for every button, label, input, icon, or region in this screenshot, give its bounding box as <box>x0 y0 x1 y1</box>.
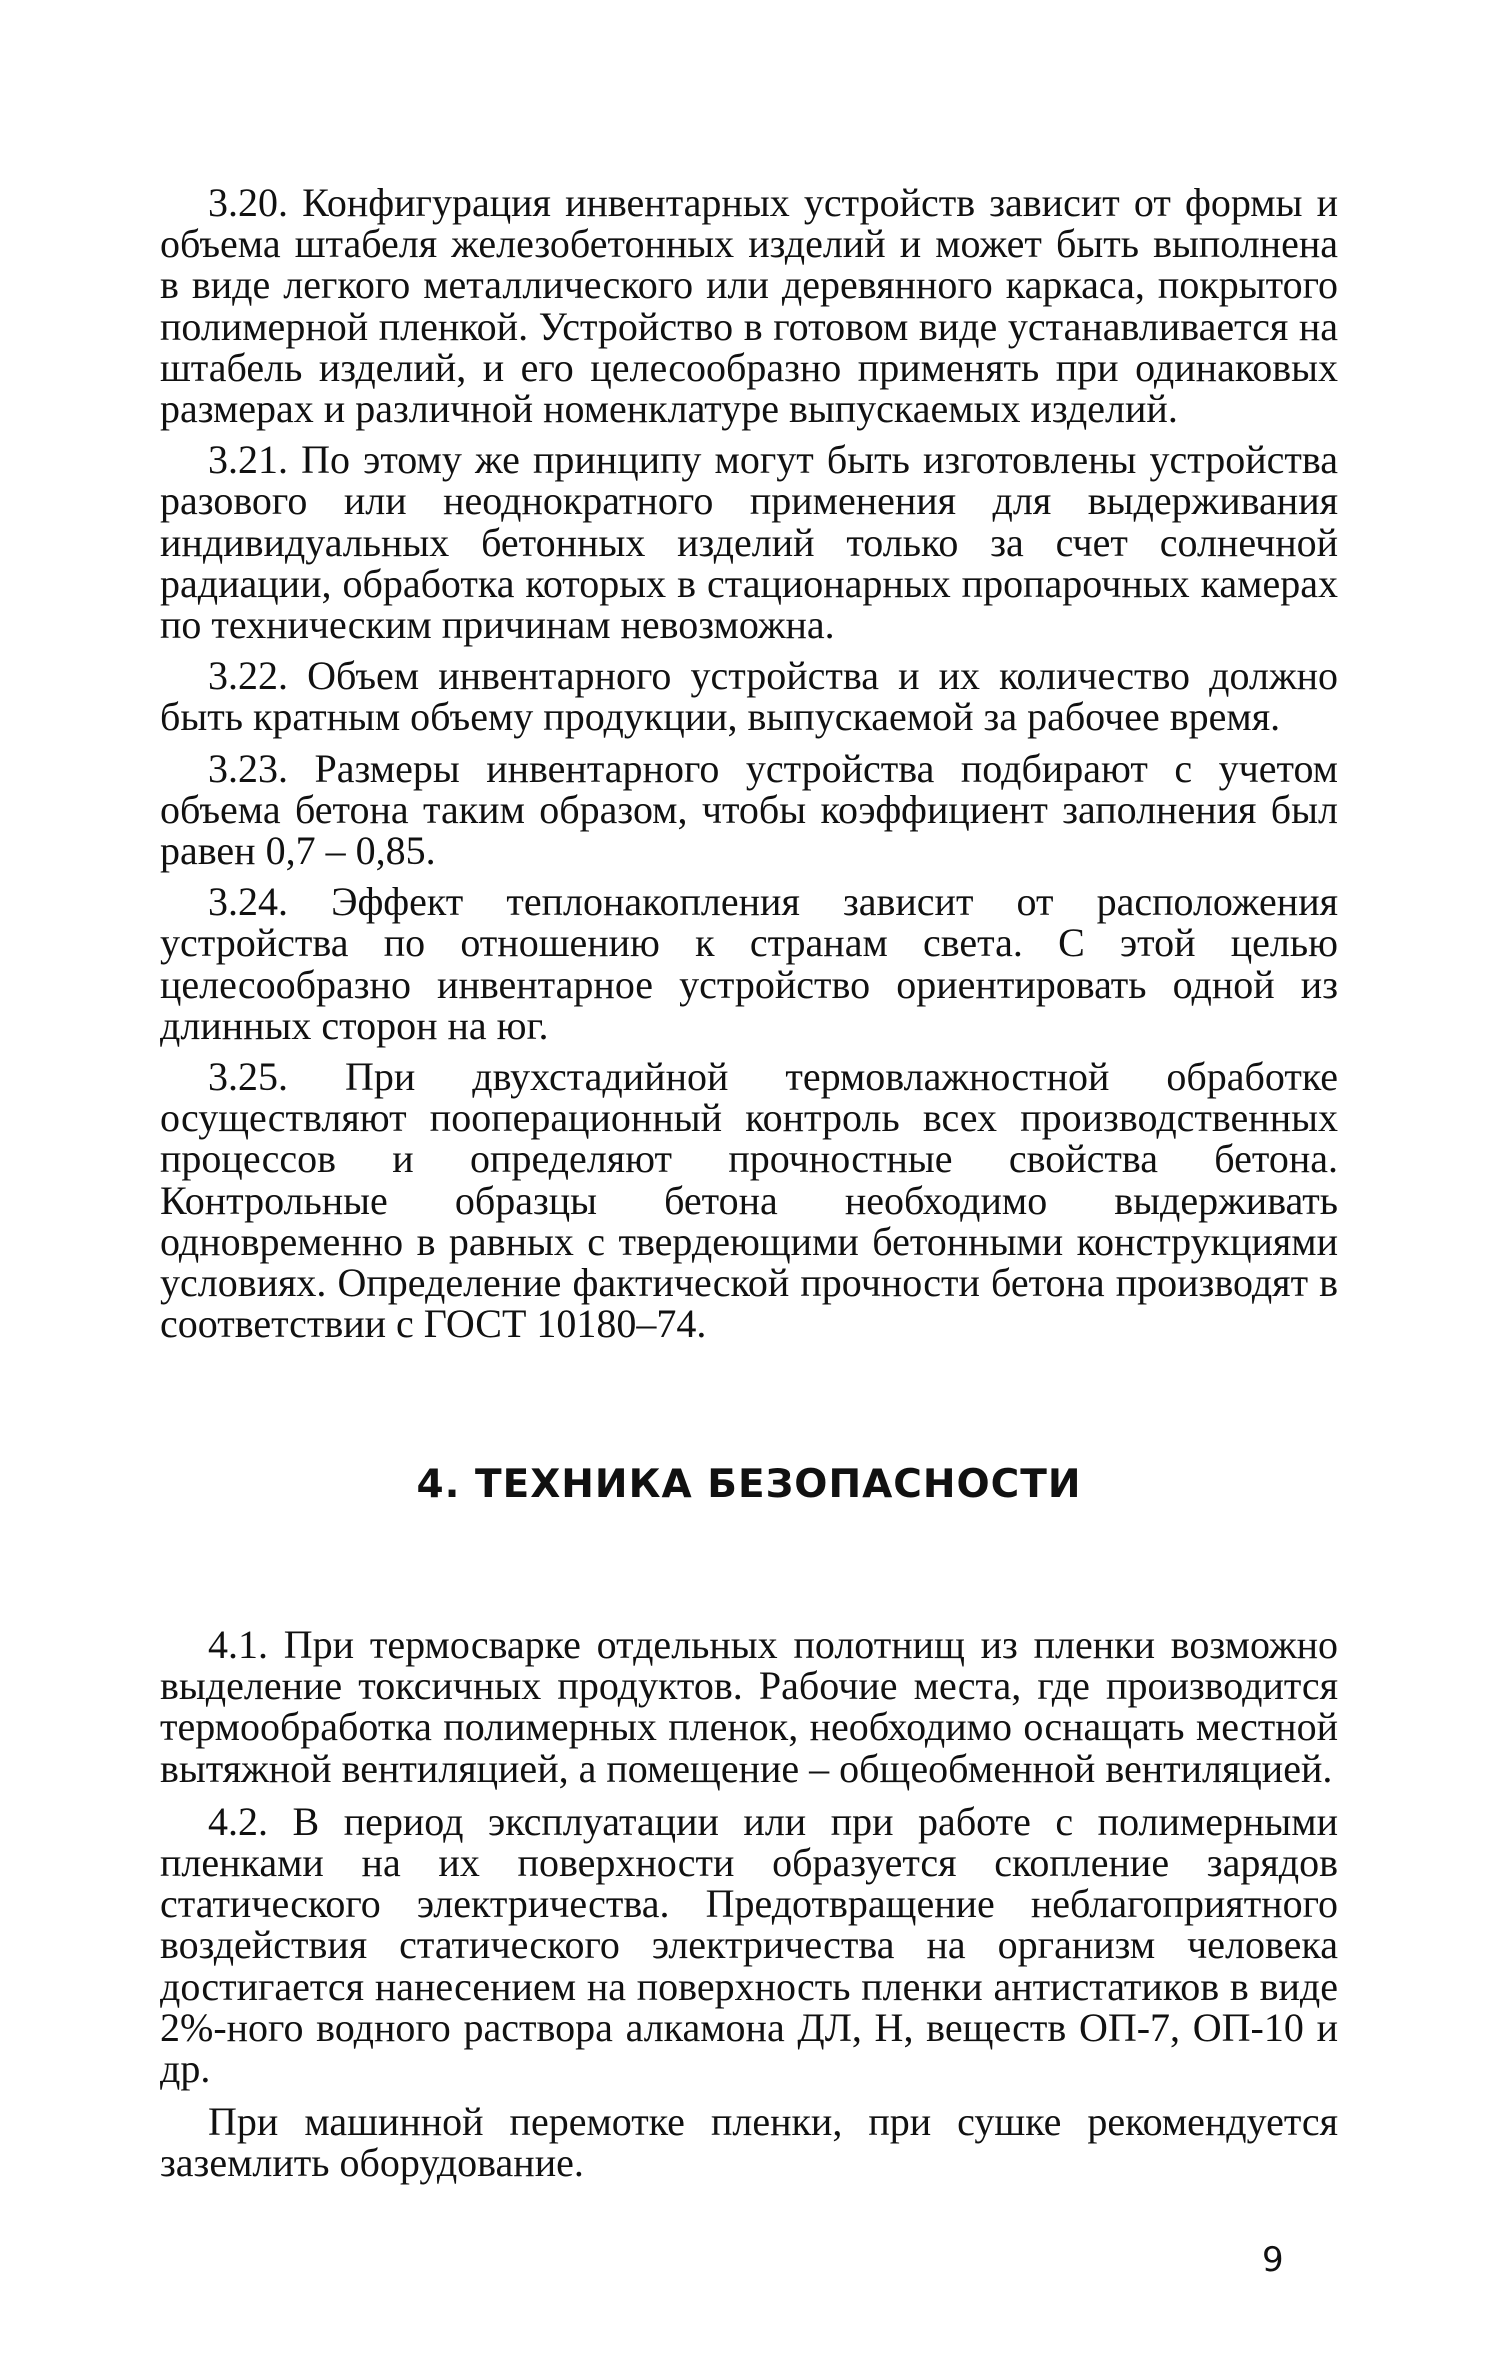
page-number: 9 <box>1262 2240 1284 2280</box>
section-title: 4. ТЕХНИКА БЕЗОПАСНОСТИ <box>416 1462 1082 1507</box>
paragraph-text: При двухстадийной термовлажностной обработке осуществляют пооперационный контроль всех производственных процессов и определяют прочностные свойства бетона. Контрольные образцы бетона необходимо выдерживать одновременно в равных с твердеющими бетонными конструкциями условиях. Определение фактической прочности бетона производят в соответствии с ГОСТ 10180–74. <box>160 1054 1339 1347</box>
paragraph-number: 3.25. <box>208 1054 288 1100</box>
paragraph-number: 3.23. <box>208 745 288 791</box>
paragraph-3-20 <box>160 180 1338 432</box>
paragraph-3-24 <box>160 881 1338 1046</box>
paragraph-text: Конфигурация инвентарных устройств зависит от формы и объема штабеля железобетонных изделий и может быть выполнена в виде легкого металлического или деревянного каркаса, покрытого полимерной пленкой. Устройство в готовом виде устанавливается на штабель изделий, и его целесообразно применять при одинаковых размерах и различной номенклатуре выпускаемых изделий. <box>160 180 1338 432</box>
paragraph-number: 3.22. <box>208 653 288 699</box>
paragraph-text: Эффект теплонакопления зависит от расположения устройства по отношению к странам света. С этой целью целесообразно инвентарное устройство ориентировать одной из длинных сторон на юг. <box>160 879 1339 1048</box>
paragraph-3-23 <box>160 745 1338 874</box>
section-3-paragraphs <box>160 180 1339 1347</box>
paragraph-number: 3.24. <box>208 879 288 925</box>
paragraph-number: 3.21. <box>208 437 288 483</box>
paragraph-number: 4.1. <box>208 1622 268 1667</box>
paragraph-3-25 <box>160 1054 1339 1347</box>
paragraph-text: По этому же принципу могут быть изготовлены устройства разового или неоднократного применения для выдерживания индивидуальных бетонных изделий только за счет солнечной радиации, обработка которых в стационарных пропарочных камерах по техническим причинам невозможна. <box>160 437 1338 648</box>
paragraph-number: 3.20. <box>208 180 288 225</box>
paragraph-text: В период эксплуатации или при работе с полимерными пленками на их поверхности образуется скопление зарядов статического электричества. Предотвращение неблагоприятного воздействия статического электричества на организм человека достигается нанесением на поверхность пленки антистатиков в виде 2%-ного водного раствора алкамона ДЛ, Н, веществ ОП-7, ОП-10 и др. <box>160 1798 1338 2092</box>
paragraph-3-22 <box>160 653 1338 740</box>
paragraph-text: При термосварке отдельных полотнищ из пленки возможно выделение токсичных продуктов. Рабочие места, где производится термообработка полимерных пленок, необходимо оснащать местной вытяжной вентиляцией, а помещение – общеобменной вентиляцией. <box>160 1622 1339 1791</box>
section-4-paragraphs <box>160 1624 1338 2184</box>
paragraph-text: Объем инвентарного устройства и их количество должно быть кратным объему продукции, выпускаемой за рабочее время. <box>160 653 1338 740</box>
paragraph-4-1 <box>160 1624 1338 1789</box>
paragraph-text: Размеры инвентарного устройства подбирают с учетом объема бетона таким образом, чтобы коэффициент заполнения был равен 0,7 – 0,85. <box>160 745 1338 874</box>
closing-paragraph: При машинной перемотке пленки, при сушке рекомендуется заземлить оборудование. <box>160 2099 1338 2186</box>
paragraph-4-2 <box>160 1798 1338 2092</box>
paragraph-number: 4.2. <box>208 1798 268 1844</box>
paragraph-3-21 <box>160 437 1338 648</box>
